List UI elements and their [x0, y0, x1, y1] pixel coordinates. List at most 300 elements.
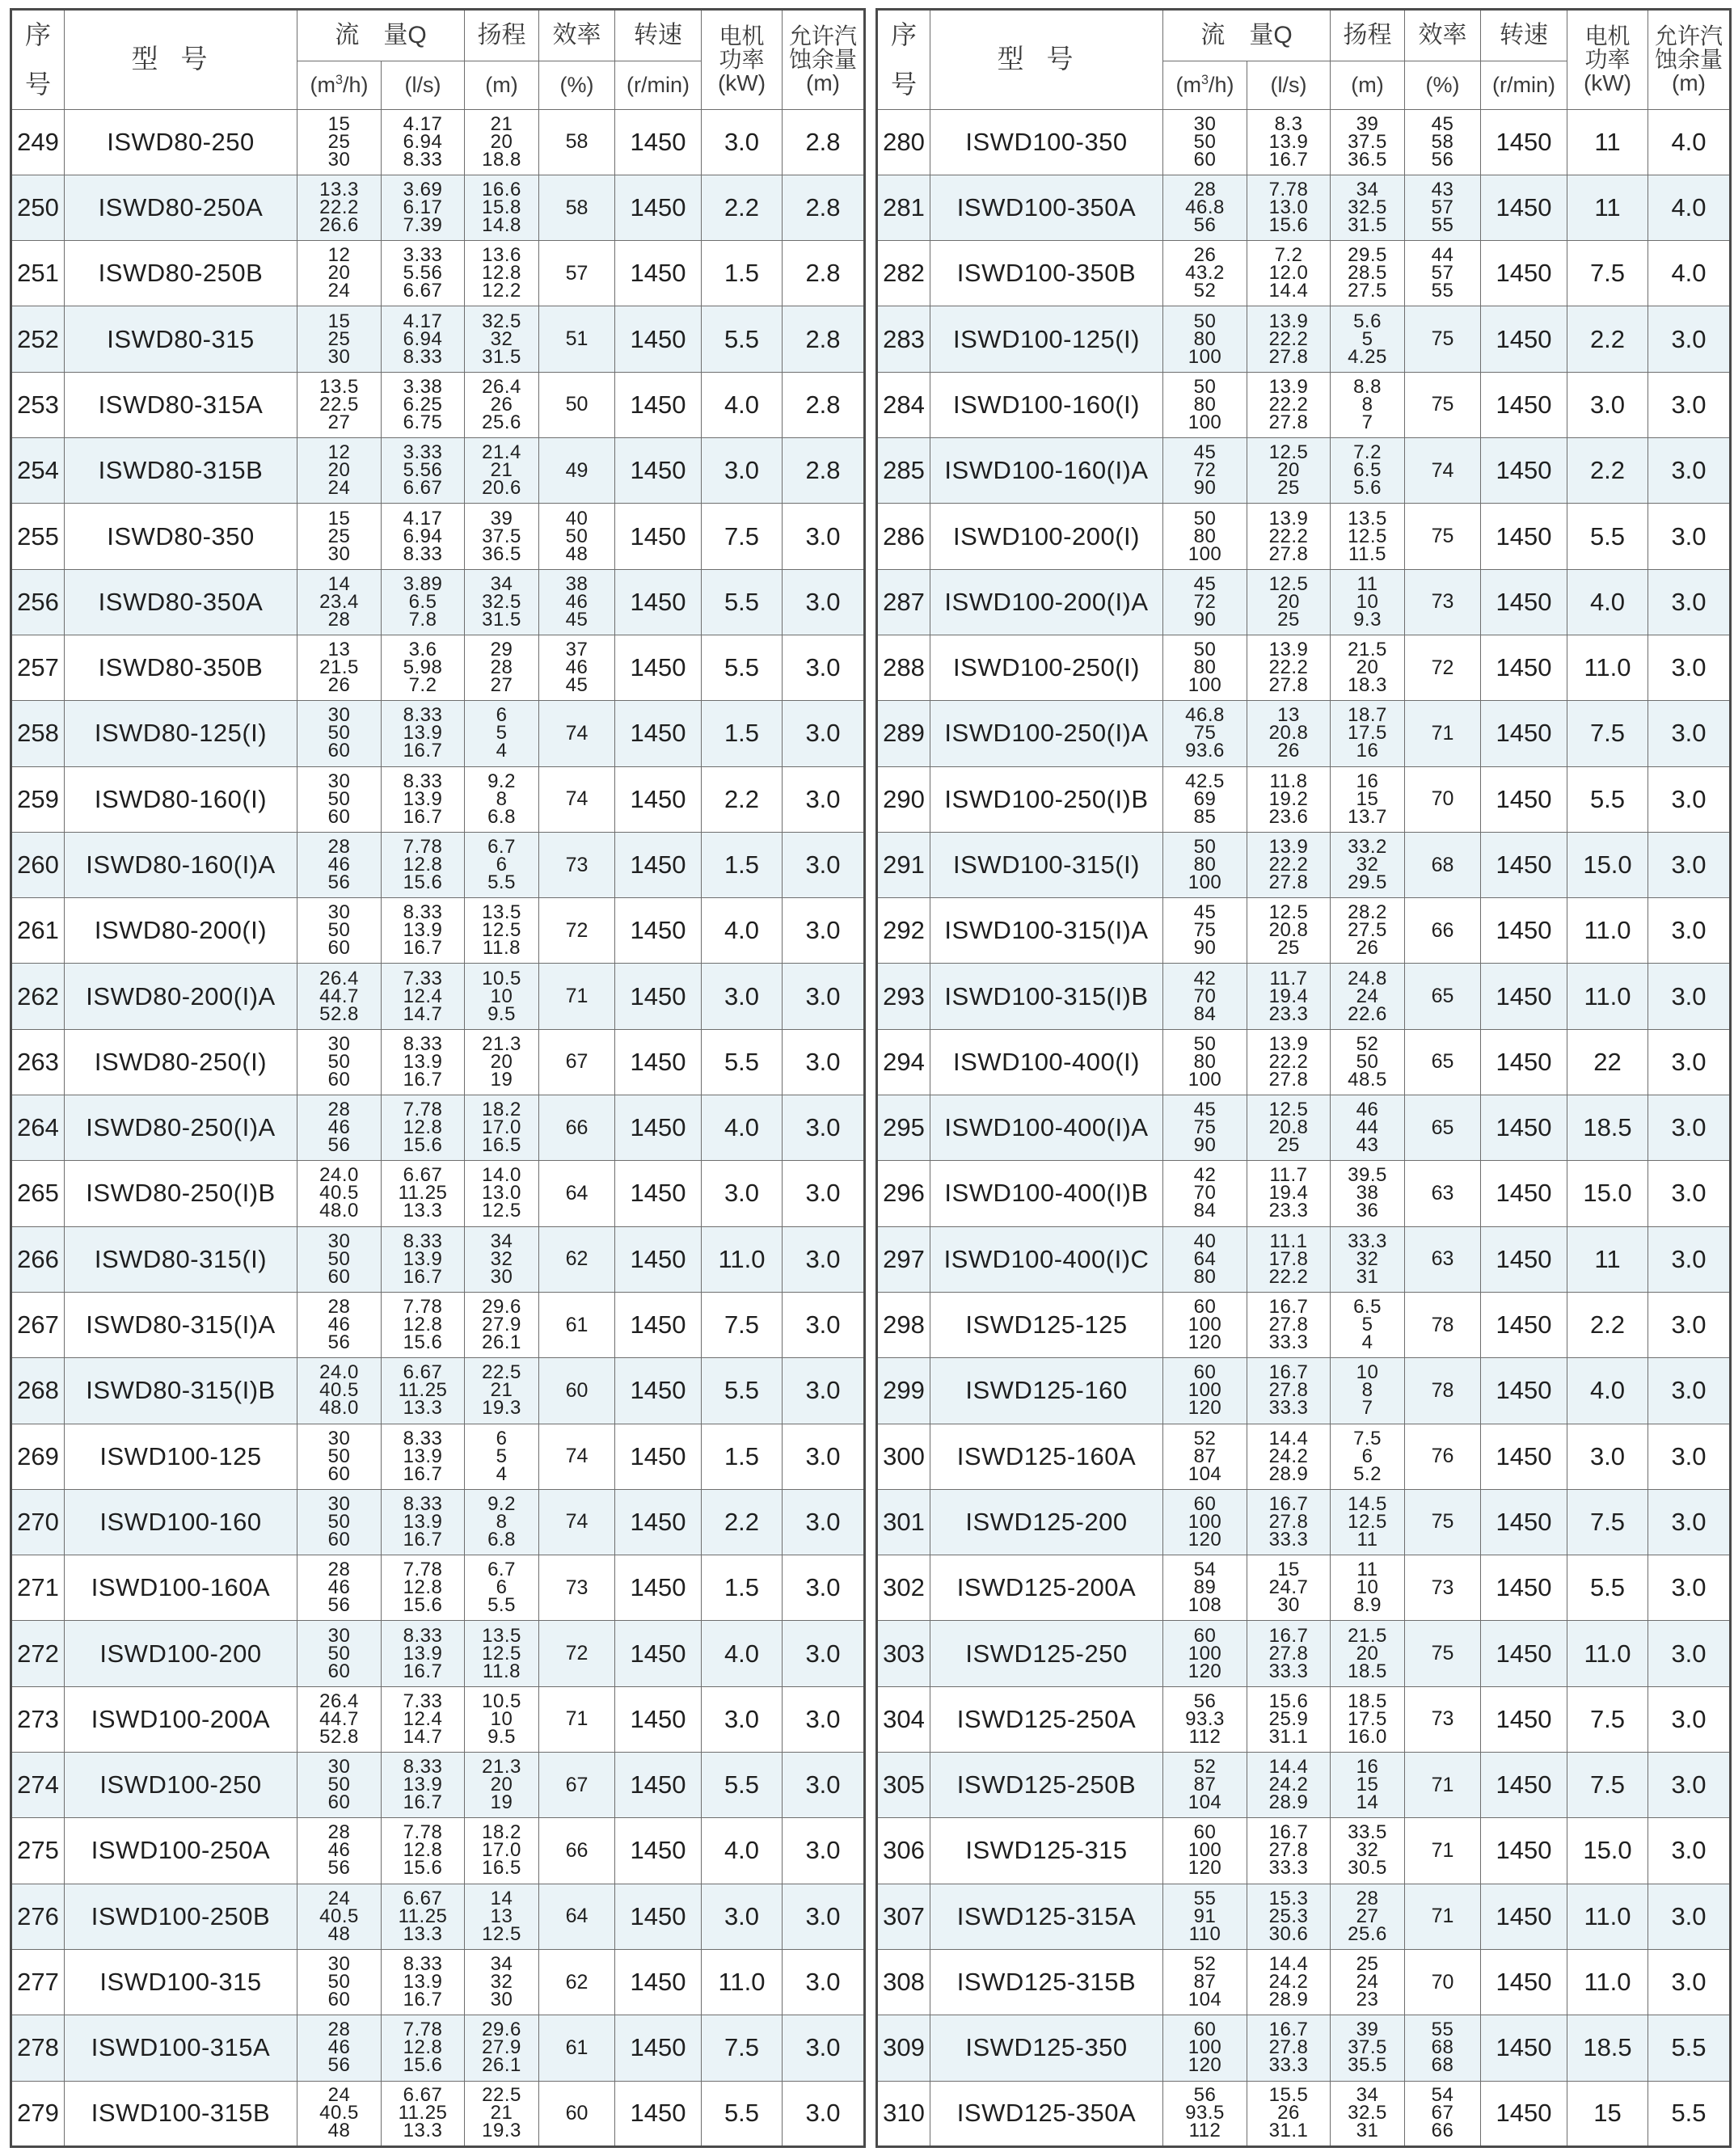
npsh-cell: 3.0	[783, 701, 865, 766]
head-cell-value: 12.5	[482, 919, 521, 942]
model-cell: ISWD100-315(I)	[930, 832, 1163, 897]
flow-ls-cell-value: 6.67	[403, 1887, 443, 1909]
npsh-cell: 3.0	[1648, 1029, 1731, 1095]
head-cell-value: 36.5	[482, 542, 521, 565]
speed-cell: 1450	[615, 1884, 702, 1949]
flow-m3h-cell-value: 45	[1193, 901, 1217, 924]
flow-ls-cell	[1247, 504, 1331, 569]
efficiency-cell: 78	[1405, 1358, 1481, 1424]
table-row	[11, 1949, 865, 2015]
efficiency-cell: 64	[539, 1884, 615, 1949]
power-cell: 7.5	[1567, 1753, 1648, 1818]
npsh-cell: 3.0	[783, 1029, 865, 1095]
flow-m3h-cell	[1163, 1818, 1247, 1884]
speed-cell: 1450	[615, 1292, 702, 1357]
head-cell-value: 28	[1356, 1887, 1379, 1909]
flow-ls-cell	[1247, 1095, 1331, 1161]
flow-ls-cell	[1247, 1753, 1331, 1818]
table-row	[11, 1095, 865, 1161]
head-cell-value: 31.5	[1348, 214, 1387, 237]
flow-m3h-cell-value: 80	[1193, 525, 1217, 547]
flow-m3h-cell-value: 50	[1193, 1032, 1217, 1055]
head-cell	[1331, 241, 1405, 306]
flow-ls-cell-value: 14.4	[1268, 280, 1309, 302]
seq-cell: 280	[877, 109, 930, 175]
head-cell-value: 25	[1356, 1953, 1379, 1976]
flow-m3h-cell	[297, 109, 382, 175]
efficiency-cell: 72	[1405, 635, 1481, 700]
head-cell-value: 32.5	[482, 310, 521, 332]
head-cell	[465, 1095, 539, 1161]
model-cell: ISWD125-250	[930, 1621, 1163, 1686]
flow-m3h-cell	[1163, 1884, 1247, 1949]
flow-ls-cell	[1247, 1029, 1331, 1095]
power-cell: 11.0	[1567, 1949, 1648, 2015]
flow-ls-cell	[382, 241, 465, 306]
flow-m3h-cell-value: 52	[1193, 1953, 1217, 1976]
flow-m3h-cell-value: 100	[1188, 1379, 1222, 1402]
head-cell-value: 5.5	[487, 871, 516, 893]
model-cell: ISWD100-200A	[65, 1686, 297, 1752]
flow-m3h-cell-value: 100	[1188, 1068, 1222, 1091]
speed-cell: 1450	[1481, 1424, 1567, 1489]
flow-m3h-cell-value: 90	[1193, 608, 1217, 631]
flow-ls-cell-value: 3.6	[408, 639, 437, 661]
head-cell-value: 21	[490, 2102, 513, 2124]
head-cell-value: 32	[1356, 1839, 1379, 1862]
npsh-cell: 3.0	[1648, 832, 1731, 897]
head-cell	[465, 504, 539, 569]
model-cell: ISWD125-350A	[930, 2081, 1163, 2146]
power-cell: 11	[1567, 175, 1648, 240]
table-row	[11, 1621, 865, 1686]
model-cell: ISWD100-250B	[65, 1884, 297, 1949]
head-cell-value: 37.5	[1348, 2036, 1387, 2059]
flow-m3h-cell-value: 24.0	[319, 1164, 359, 1187]
model-cell: ISWD80-160(I)	[65, 766, 297, 832]
flow-ls-cell-value: 12.8	[403, 1839, 443, 1862]
flow-m3h-cell-value: 30	[1193, 112, 1217, 135]
flow-ls-cell-value: 15.6	[403, 1331, 443, 1354]
flow-m3h-cell-value: 50	[327, 1247, 351, 1270]
head-cell-value: 6	[496, 704, 508, 727]
flow-ls-cell-value: 8.33	[403, 1756, 443, 1778]
model-cell: ISWD80-160(I)A	[65, 832, 297, 897]
model-cell: ISWD80-125(I)	[65, 701, 297, 766]
head-cell	[465, 1884, 539, 1949]
flow-m3h-cell	[1163, 504, 1247, 569]
head-cell-value: 46	[1356, 1099, 1379, 1121]
flow-m3h-cell-value: 12	[327, 244, 351, 267]
seq-cell: 258	[11, 701, 65, 766]
model-cell: ISWD80-315(I)A	[65, 1292, 297, 1357]
npsh-header: 允许汽 蚀余量 (m)	[1648, 10, 1731, 110]
power-cell: 1.5	[702, 1424, 783, 1489]
flow-m3h-cell	[297, 1949, 382, 2015]
flow-ls-cell-value: 12.8	[403, 1116, 443, 1139]
power-cell: 11.0	[1567, 1621, 1648, 1686]
flow-ls-cell-value: 31.1	[1268, 1725, 1309, 1748]
head-cell	[465, 2081, 539, 2146]
head-cell-value: 18.2	[482, 1099, 521, 1121]
head-cell-value: 48.5	[1348, 1068, 1387, 1091]
flow-m3h-cell-value: 24	[327, 280, 351, 302]
head-cell	[1331, 504, 1405, 569]
flow-m3h-cell-value: 20	[327, 262, 351, 285]
npsh-cell: 4.0	[1648, 241, 1731, 306]
flow-ls-cell-value: 14.7	[403, 1725, 443, 1748]
flow-ls-cell-value: 22.2	[1268, 393, 1309, 416]
npsh-cell: 3.0	[783, 1292, 865, 1357]
flow-ls-cell-value: 22.2	[1268, 525, 1309, 547]
seq-cell: 288	[877, 635, 930, 700]
seq-cell: 251	[11, 241, 65, 306]
flow-m3h-cell-value: 30	[327, 345, 351, 368]
flow-ls-cell-value: 3.33	[403, 244, 443, 267]
flow-ls-cell	[1247, 1161, 1331, 1226]
efficiency-cell-value: 46	[565, 590, 589, 613]
flow-m3h-cell-value: 60	[1193, 1361, 1217, 1384]
speed-cell: 1450	[615, 2081, 702, 2146]
efficiency-cell: 60	[539, 1358, 615, 1424]
flow-m3h-cell	[297, 569, 382, 635]
seq-cell: 303	[877, 1621, 930, 1686]
seq-cell: 273	[11, 1686, 65, 1752]
flow-m3h-cell-value: 28	[327, 836, 351, 858]
head-cell-value: 32	[490, 1247, 513, 1270]
flow-m3h-cell-value: 24	[327, 2084, 351, 2107]
table-row	[877, 1555, 1731, 1621]
head-cell-value: 19.3	[482, 1397, 521, 1420]
flow-ls-cell	[382, 109, 465, 175]
power-cell: 3.0	[702, 109, 783, 175]
head-cell-value: 31.5	[482, 608, 521, 631]
power-cell: 5.5	[702, 1358, 783, 1424]
head-cell-value: 16.5	[482, 1857, 521, 1880]
flow-m3h-cell	[297, 2081, 382, 2146]
head-cell-value: 5	[496, 1445, 508, 1467]
head-cell-value: 32	[1356, 854, 1379, 875]
head-cell-value: 5.6	[1353, 477, 1382, 500]
npsh-cell: 3.0	[783, 2015, 865, 2081]
flow-m3h-cell-value: 80	[1193, 327, 1217, 350]
head-cell-value: 5	[1361, 1314, 1373, 1336]
flow-m3h-cell-value: 42	[1193, 1164, 1217, 1187]
head-cell-value: 19	[490, 1068, 513, 1091]
flow-m3h-cell-value: 70	[1193, 1182, 1217, 1205]
power-cell: 1.5	[702, 832, 783, 897]
table-row	[11, 372, 865, 437]
head-unit: (m)	[1331, 61, 1405, 109]
table-row	[11, 1555, 865, 1621]
flow-ls-cell	[1247, 1424, 1331, 1489]
npsh-cell: 2.8	[783, 306, 865, 372]
flow-m3h-cell-value: 46	[327, 854, 351, 875]
head-cell-value: 50	[1356, 1050, 1379, 1073]
flow-m3h-cell-value: 13.3	[319, 179, 359, 201]
head-cell-value: 38	[1356, 1182, 1379, 1205]
flow-ls-cell-value: 6.25	[403, 393, 443, 416]
head-cell	[465, 701, 539, 766]
npsh-cell: 3.0	[1648, 766, 1731, 832]
npsh-cell: 2.8	[783, 372, 865, 437]
flow-ls-cell	[1247, 372, 1331, 437]
flow-ls-cell-value: 7.2	[1274, 244, 1303, 267]
head-cell-value: 30	[490, 1989, 513, 2011]
flow-m3h-cell-value: 30	[327, 542, 351, 565]
flow-m3h-cell-value: 50	[1193, 130, 1217, 153]
flow-m3h-cell-value: 46	[327, 2036, 351, 2059]
head-cell	[465, 306, 539, 372]
efficiency-cell: 60	[539, 2081, 615, 2146]
table-row	[877, 1884, 1731, 1949]
head-cell-value: 11.8	[483, 1660, 521, 1682]
efficiency-cell: 66	[539, 1095, 615, 1161]
power-cell: 2.2	[1567, 438, 1648, 504]
flow-ls-cell-value: 6.67	[403, 280, 443, 302]
power-cell: 11.0	[702, 1949, 783, 2015]
head-cell-value: 12.5	[482, 1922, 521, 1945]
flow-m3h-cell	[1163, 1029, 1247, 1095]
flow-ls-cell-value: 6.75	[403, 411, 443, 433]
head-cell-value: 20	[1356, 1642, 1379, 1664]
flow-m3h-cell	[297, 2015, 382, 2081]
flow-m3h-cell-value: 46	[327, 1116, 351, 1139]
power-cell: 11.0	[1567, 898, 1648, 964]
head-cell-value: 12.5	[482, 1200, 521, 1222]
speed-cell: 1450	[615, 504, 702, 569]
efficiency-cell-value: 45	[565, 674, 589, 697]
speed-cell: 1450	[615, 701, 702, 766]
head-cell	[1331, 372, 1405, 437]
speed-cell: 1450	[1481, 635, 1567, 700]
flow-ls-cell-value: 15.6	[403, 1857, 443, 1880]
flow-m3h-cell	[297, 241, 382, 306]
efficiency-cell	[1405, 2081, 1481, 2146]
flow-ls-cell-value: 20.8	[1268, 919, 1309, 942]
seq-cell: 254	[11, 438, 65, 504]
head-cell-value: 20	[490, 130, 513, 153]
flow-m3h-cell-value: 100	[1188, 345, 1222, 368]
npsh-cell: 3.0	[783, 1358, 865, 1424]
seq-cell: 304	[877, 1686, 930, 1752]
efficiency-cell-value: 58	[1431, 130, 1454, 153]
flow-m3h-cell-value: 93.3	[1185, 1707, 1225, 1730]
flow-m3h-cell-value: 30	[327, 148, 351, 171]
head-cell-value: 20.6	[482, 477, 521, 500]
head-cell-value: 8.8	[1353, 375, 1382, 398]
flow-m3h-cell-value: 100	[1188, 542, 1222, 565]
flow-m3h-cell-value: 60	[1193, 1821, 1217, 1844]
flow-ls-cell-value: 8.33	[403, 704, 443, 727]
flow-ls-cell-value: 33.3	[1268, 1660, 1309, 1682]
speed-cell: 1450	[615, 109, 702, 175]
flow-m3h-cell-value: 30	[327, 1032, 351, 1055]
flow-m3h-cell-value: 50	[327, 1642, 351, 1664]
table-row	[877, 438, 1731, 504]
head-cell-value: 14.5	[1348, 1492, 1387, 1515]
flow-ls-cell-value: 20	[1277, 459, 1300, 482]
table-row	[877, 2081, 1731, 2146]
seq-cell: 249	[11, 109, 65, 175]
speed-cell: 1450	[1481, 241, 1567, 306]
power-cell: 7.5	[1567, 241, 1648, 306]
head-cell-value: 22.5	[482, 1361, 521, 1384]
power-cell: 3.0	[702, 1161, 783, 1226]
head-cell-value: 16	[1356, 740, 1379, 762]
flow-ls-cell	[1247, 1818, 1331, 1884]
seq-cell: 265	[11, 1161, 65, 1226]
flow-ls-cell	[1247, 1226, 1331, 1292]
head-cell	[465, 175, 539, 240]
flow-m3h-cell-value: 60	[1193, 2019, 1217, 2041]
speed-cell: 1450	[615, 832, 702, 897]
flow-m3h-cell-value: 26.6	[319, 214, 359, 237]
seq-cell: 310	[877, 2081, 930, 2146]
flow-m3h-cell-value: 90	[1193, 937, 1217, 960]
head-cell-value: 28	[490, 656, 513, 679]
head-cell-value: 18.5	[1348, 1690, 1387, 1712]
model-cell: ISWD100-250	[65, 1753, 297, 1818]
head-cell	[465, 241, 539, 306]
seq-cell: 270	[11, 1489, 65, 1555]
speed-cell: 1450	[615, 175, 702, 240]
flow-m3h-cell	[297, 1226, 382, 1292]
flow-ls-cell-value: 27.8	[1268, 345, 1309, 368]
efficiency-cell-value: 66	[1431, 2120, 1454, 2142]
head-cell-value: 31	[1356, 1265, 1379, 1288]
efficiency-cell	[1405, 109, 1481, 175]
flow-ls-cell-value: 25.3	[1268, 1905, 1309, 1927]
flow-m3h-cell	[297, 1029, 382, 1095]
flow-ls-cell-value: 7.78	[403, 1099, 443, 1121]
flow-ls-cell-value: 27.8	[1268, 1068, 1309, 1091]
table-row	[877, 832, 1731, 897]
flow-m3h-cell-value: 90	[1193, 477, 1217, 500]
head-cell-value: 4	[1361, 1331, 1373, 1354]
flow-m3h-cell-value: 60	[1193, 1492, 1217, 1515]
head-cell-value: 18.8	[482, 148, 521, 171]
head-cell-value: 33.2	[1348, 836, 1387, 858]
model-cell: ISWD125-315	[930, 1818, 1163, 1884]
speed-cell: 1450	[1481, 964, 1567, 1029]
flow-m3h-cell-value: 48	[327, 1922, 351, 1945]
seq-cell: 271	[11, 1555, 65, 1621]
flow-ls-cell-value: 8.33	[403, 1032, 443, 1055]
flow-m3h-cell	[1163, 241, 1247, 306]
head-cell	[1331, 109, 1405, 175]
head-cell-value: 4.25	[1348, 345, 1387, 368]
table-row	[877, 175, 1731, 240]
table-row	[877, 1424, 1731, 1489]
table-row	[11, 635, 865, 700]
flow-ls-cell-value: 25	[1277, 477, 1300, 500]
table-row	[11, 241, 865, 306]
flow-ls-cell-value: 26	[1277, 2102, 1300, 2124]
efficiency-cell-value: 68	[1431, 2054, 1454, 2077]
speed-cell: 1450	[615, 1029, 702, 1095]
model-cell: ISWD80-200(I)	[65, 898, 297, 964]
flow-m3h-cell-value: 28	[327, 2019, 351, 2041]
speed-cell: 1450	[1481, 1226, 1567, 1292]
head-cell	[465, 2015, 539, 2081]
flow-m3h-cell	[297, 1686, 382, 1752]
head-cell-value: 32.5	[482, 590, 521, 613]
flow-ls-cell	[382, 1818, 465, 1884]
flow-m3h-cell-value: 52.8	[319, 1002, 359, 1025]
flow-m3h-cell	[1163, 1226, 1247, 1292]
table-row	[877, 1621, 1731, 1686]
speed-cell: 1450	[1481, 2081, 1567, 2146]
flow-m3h-unit: $(m^3/h)$	[297, 61, 382, 109]
head-cell-value: 27.5	[1348, 280, 1387, 302]
flow-ls-cell-value: 15	[1277, 1559, 1300, 1581]
head-cell-value: 16.5	[482, 1134, 521, 1157]
head-cell-value: 16.0	[1348, 1725, 1387, 1748]
head-cell	[1331, 1226, 1405, 1292]
flow-m3h-cell-value: 60	[327, 937, 351, 960]
head-cell-value: 36.5	[1348, 148, 1387, 171]
flow-m3h-cell-value: 50	[1193, 836, 1217, 858]
flow-m3h-cell-value: 60	[327, 1068, 351, 1091]
flow-ls-cell-value: 7.33	[403, 1690, 443, 1712]
flow-ls-cell-value: 15.6	[403, 1134, 443, 1157]
head-cell-value: 15	[1356, 787, 1379, 810]
flow-ls-cell	[382, 1358, 465, 1424]
flow-m3h-cell	[297, 1358, 382, 1424]
flow-ls-cell-value: 16.7	[403, 1791, 443, 1814]
npsh-header: 允许汽 蚀余量 (m)	[783, 10, 865, 110]
model-cell: ISWD100-315A	[65, 2015, 297, 2081]
head-cell	[1331, 1884, 1405, 1949]
seq-cell: 294	[877, 1029, 930, 1095]
npsh-cell: 3.0	[783, 1095, 865, 1161]
flow-header: 流 量Q	[297, 10, 465, 61]
table-row	[877, 1949, 1731, 2015]
model-cell: ISWD100-200(I)A	[930, 569, 1163, 635]
head-cell-value: 13	[490, 1905, 513, 1927]
head-cell-value: 24.8	[1348, 967, 1387, 989]
head-cell	[1331, 569, 1405, 635]
flow-m3h-cell	[1163, 306, 1247, 372]
seq-cell: 281	[877, 175, 930, 240]
speed-cell: 1450	[1481, 1949, 1567, 2015]
flow-m3h-cell	[297, 504, 382, 569]
speed-cell: 1450	[1481, 1555, 1567, 1621]
flow-ls-cell	[1247, 241, 1331, 306]
speed-cell: 1450	[1481, 438, 1567, 504]
flow-m3h-cell-value: 87	[1193, 1971, 1217, 1994]
head-cell-value: 13.5	[482, 1624, 521, 1647]
efficiency-cell: 75	[1405, 1621, 1481, 1686]
flow-ls-cell-value: 11.1	[1269, 1230, 1308, 1252]
flow-ls-cell-value: 12.5	[1268, 1099, 1309, 1121]
model-cell: ISWD100-125	[65, 1424, 297, 1489]
power-cell: 5.5	[702, 569, 783, 635]
flow-ls-cell-value: 4.17	[403, 310, 443, 332]
flow-ls-cell-value: 27.8	[1268, 411, 1309, 433]
npsh-cell: 3.0	[783, 1686, 865, 1752]
flow-ls-cell-value: 13.9	[403, 1050, 443, 1073]
flow-m3h-cell-value: 27	[327, 411, 351, 433]
flow-m3h-cell-value: 60	[1193, 148, 1217, 171]
flow-m3h-cell-value: 100	[1188, 1839, 1222, 1862]
efficiency-cell: 73	[1405, 1686, 1481, 1752]
head-cell	[1331, 1029, 1405, 1095]
model-cell: ISWD80-350A	[65, 569, 297, 635]
flow-m3h-cell-value: 100	[1188, 2036, 1222, 2059]
flow-ls-cell	[1247, 701, 1331, 766]
